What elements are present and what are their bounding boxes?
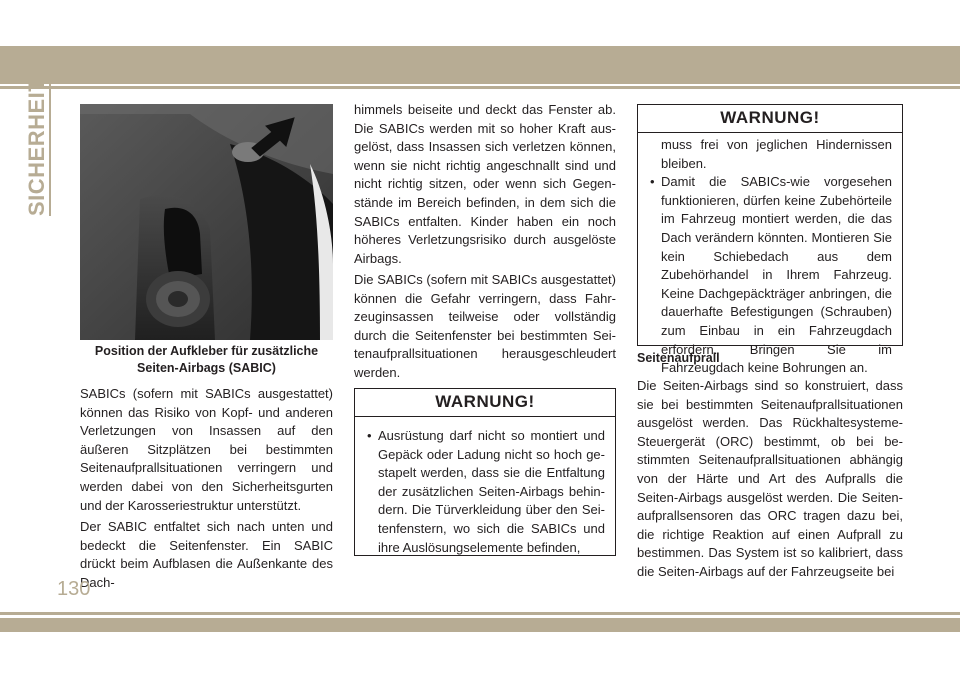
bullet-text: Ausrüstung darf nicht so montiert und Gepäck oder Ladung nicht so hoch gestapelt werden, dass sie die Entfaltung der zusätzlichen Seiten-Airbags behindern. Die Türverkleidung über den Seitenfenstern, wo sich die SABICs und ihre Auslösungselemente befinden, — [378, 428, 605, 555]
col2-paragraph-1: himmels beiseite und deckt das Fenster ab. Die SABICs werden mit so hoher Kraft ausgelöst, dass Insassen sich verletzen können, wenn sie nicht richtig angeschnallt sind und nicht richtig sitzen, oder wenn sich Gegenstände im Bereich befinden, in dem sich die SABICs entfalten. Kinder haben ein noch höheres Verletzungsrisiko durch ausgelöste Airbags. — [354, 102, 616, 266]
warning-box-1 — [354, 388, 616, 556]
car-interior-illustration — [80, 104, 333, 340]
warning-continuation — [650, 136, 892, 173]
footer-rule — [0, 612, 960, 615]
bullet-marker: • — [367, 428, 372, 443]
col3-paragraph-1: Die Seiten-Airbags sind so konstruiert, dass sie bei bestimmten Seitenaufprallsituationen ausgelöst werden. Das Rückhaltesysteme-Steuergerät (ORC) bestimmt, ob bei bestimmten Seitenaufprallsituationen abhängig von der Härte und Art des Aufpralls die Seiten-Airbags ausgelöst werden. Die Seitenaufprallsensoren das ORC tragen dazu bei, die richtige Reaktion auf einen Aufprall zu bestimmen. Das System ist so kalibriert, dass die Seiten-Airbags auf der Fahrzeugseite bei — [637, 378, 903, 579]
warning-bullet — [367, 427, 605, 557]
bullet-text: Damit die SABICs-wie vorgesehen funktionieren, dürfen keine Zubehörteile im Fahrzeug montiert werden, die das Dach verändern könnten. Montieren Sie kein Schiebedach aus dem Zubehörhandel in Ihrem Fahrzeug. Keine Dachgepäckträger anbringen, die dauerhafte Befestigungen (Schrauben) zum Einbau in ein Fahrzeugdach erfordern. Bringen Sie im Fahrzeugdach keine Bohrungen an. — [661, 174, 892, 376]
page-number: 130 — [57, 578, 91, 600]
warning-title: WARNUNG! — [355, 389, 615, 417]
header-band — [0, 46, 960, 84]
section-subheading: Seitenaufprall — [637, 351, 720, 365]
caption-line-1: Position der Aufkleber für zusätzliche — [94, 344, 319, 358]
airbag-label-photo — [80, 104, 333, 340]
warning-body — [638, 133, 902, 378]
figure-caption — [80, 343, 333, 377]
bullet-marker: • — [650, 174, 655, 190]
continuation-text: muss frei von jeglichen Hindernissen bleiben. — [661, 137, 892, 171]
col1-paragraph-2: Der SABIC entfaltet sich nach unten und bedeckt die Seitenfenster. Ein SABIC drückt beim Aufblasen die Außenkante des Dach- — [80, 519, 333, 590]
section-label: SICHERHEIT — [24, 77, 49, 216]
col1-paragraph-1: SABICs (sofern mit SABICs ausgestattet) können das Risiko von Kopf- und anderen Verletzungen von Insassen auf den äußeren Sitzplätzen bei bestimmten Seitenaufprallsituationen verringern und werden dabei von den Sicherheitsgurten und der Karosseriestruktur unterstützt. — [80, 386, 333, 513]
warning-body — [355, 417, 615, 557]
warning-bullet — [650, 173, 892, 378]
col2-paragraph-2: Die SABICs (sofern mit SABICs ausgestattet) können die Gefahr verringern, dass Fahrzeuginsassen teilweise oder vollständig durch die Seitenfenster bei bestimmten Seitenaufprallsituationen herausgeschleudert werden. — [354, 272, 616, 380]
header-rule — [0, 86, 960, 89]
caption-line-2: Seiten-Airbags (SABIC) — [137, 361, 276, 375]
warning-title: WARNUNG! — [638, 105, 902, 133]
footer-band — [0, 618, 960, 632]
